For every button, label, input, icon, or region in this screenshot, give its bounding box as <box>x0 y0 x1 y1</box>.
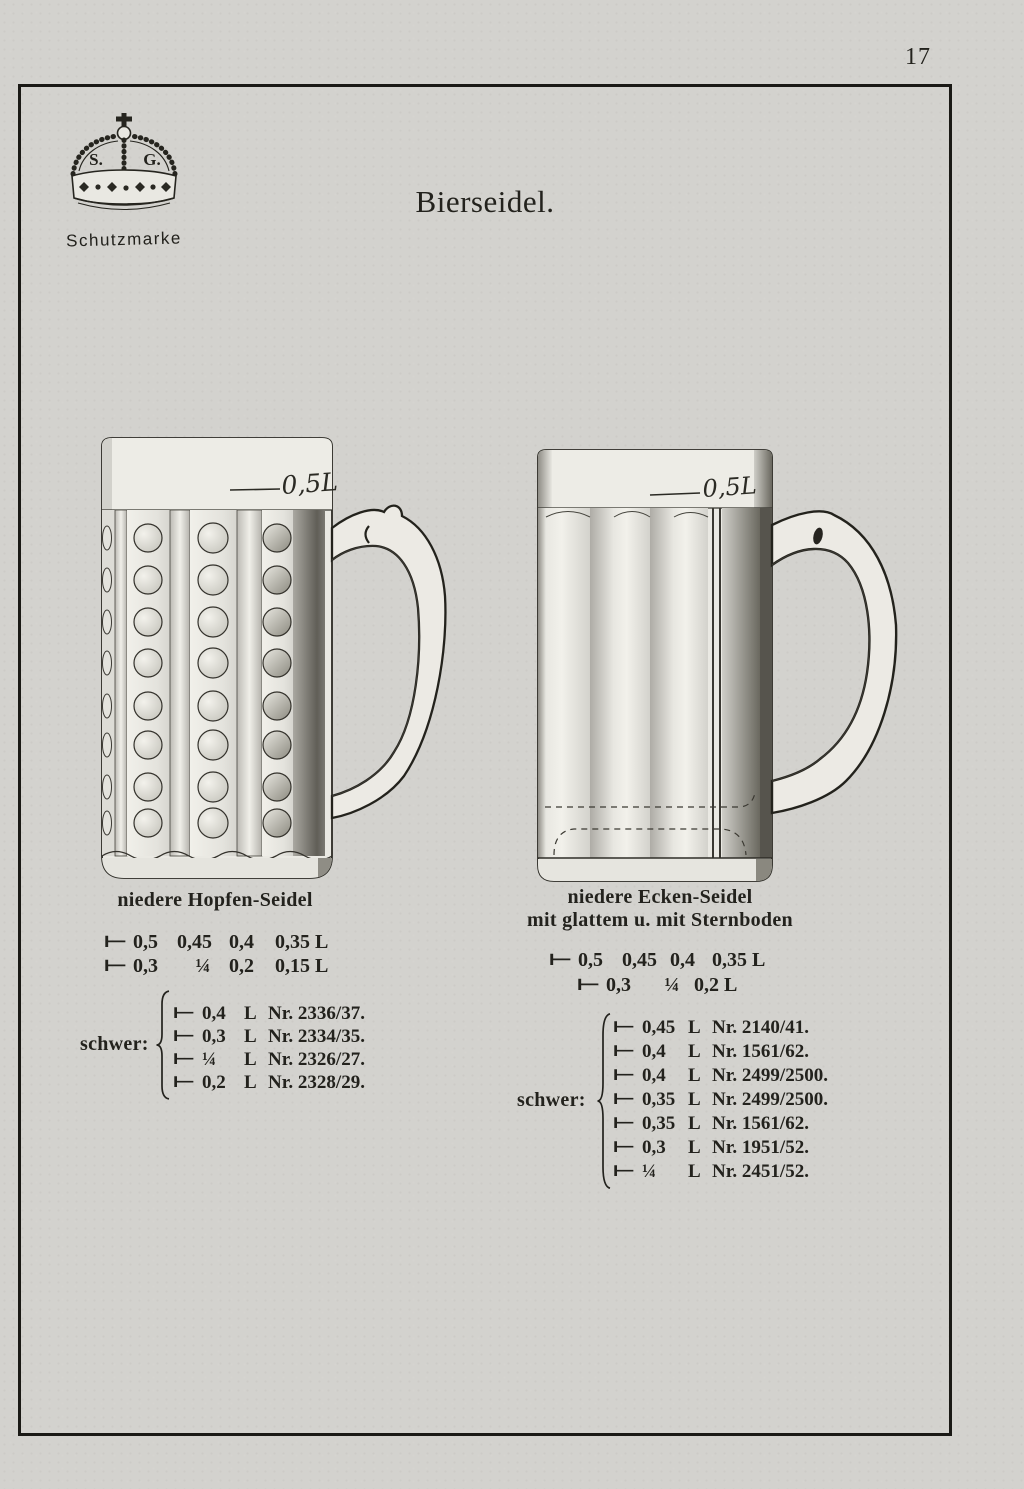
size-value: ¼ <box>195 955 211 977</box>
measure-mark-icon: ⊢ <box>172 1027 196 1046</box>
item-unit: L <box>688 1065 701 1086</box>
catalog-item <box>172 1025 365 1048</box>
item-unit: L <box>244 1003 257 1024</box>
right-schwer-label: schwer: <box>517 1089 586 1111</box>
size-value: ¼ <box>664 974 680 996</box>
item-size: 0,4 <box>642 1065 666 1086</box>
fill-mark-label: 0,5L <box>280 467 339 500</box>
hop-pattern <box>102 438 332 878</box>
catalog-item <box>612 1016 828 1040</box>
measure-mark-icon: ⊢ <box>612 1114 636 1133</box>
item-number: Nr. 2499/2500. <box>712 1089 828 1110</box>
measure-mark-icon: ⊢ <box>612 1138 636 1157</box>
size-value: 0,5 <box>133 931 158 953</box>
measure-mark-icon: ⊢ <box>548 949 573 970</box>
left-sizes-row-1 <box>103 929 328 954</box>
size-value: 0,4 <box>229 931 254 953</box>
left-sizes-row-2 <box>103 953 328 978</box>
logo-letter-left: S. <box>89 150 103 169</box>
measure-mark-icon: ⊢ <box>612 1090 636 1109</box>
size-value: 0,35 L <box>712 949 766 971</box>
size-value: 0,3 <box>133 955 158 977</box>
right-brace-icon <box>596 1012 613 1190</box>
measure-mark-icon: ⊢ <box>612 1066 636 1085</box>
facet-pattern <box>538 450 772 881</box>
logo-letter-right: G. <box>143 150 161 169</box>
size-value: 0,45 <box>622 949 657 971</box>
catalog-item <box>172 1048 365 1071</box>
item-unit: L <box>244 1049 257 1070</box>
measure-mark-icon: ⊢ <box>612 1042 636 1061</box>
size-value: 0,2 <box>229 955 254 977</box>
item-number: Nr. 2326/27. <box>268 1049 365 1070</box>
mug-handle <box>332 506 445 818</box>
item-number: Nr. 2499/2500. <box>712 1065 828 1086</box>
measure-mark-icon: ⊢ <box>103 931 128 952</box>
item-number: Nr. 2328/29. <box>268 1072 365 1093</box>
item-number: Nr. 1561/62. <box>712 1113 809 1134</box>
measure-mark-icon: ⊢ <box>103 955 128 976</box>
measure-mark-icon: ⊢ <box>172 1004 196 1023</box>
fill-line <box>230 489 280 490</box>
right-product-name <box>495 886 825 932</box>
catalog-item <box>612 1160 828 1184</box>
item-number: Nr. 1561/62. <box>712 1041 809 1062</box>
ecken-seidel-illustration <box>530 445 908 887</box>
size-value: 0,2 L <box>694 974 738 996</box>
size-value: 0,3 <box>606 974 631 996</box>
measure-mark-icon: ⊢ <box>172 1073 196 1092</box>
hopfen-seidel-illustration <box>92 432 452 884</box>
item-size: 0,35 <box>642 1089 676 1110</box>
left-schwer-label: schwer: <box>80 1033 149 1055</box>
left-brace-icon <box>155 990 172 1100</box>
item-size: ¼ <box>202 1049 217 1070</box>
item-size: ¼ <box>642 1161 657 1182</box>
catalog-item <box>612 1040 828 1064</box>
item-size: 0,4 <box>202 1003 226 1024</box>
measure-mark-icon: ⊢ <box>612 1162 636 1181</box>
size-value: 0,15 L <box>275 955 329 977</box>
item-unit: L <box>688 1113 701 1134</box>
measure-mark-icon: ⊢ <box>172 1050 196 1069</box>
item-unit: L <box>244 1026 257 1047</box>
catalog-item <box>612 1088 828 1112</box>
catalog-item <box>172 1002 365 1025</box>
item-unit: L <box>688 1137 701 1158</box>
item-unit: L <box>688 1017 701 1038</box>
logo-caption: Schutzmarke <box>65 228 183 251</box>
item-size: 0,2 <box>202 1072 226 1093</box>
item-number: Nr. 2451/52. <box>712 1161 809 1182</box>
item-size: 0,3 <box>202 1026 226 1047</box>
item-number: Nr. 1951/52. <box>712 1137 809 1158</box>
catalog-item <box>612 1136 828 1160</box>
left-product-name: niedere Hopfen-Seidel <box>117 889 313 911</box>
size-value: 0,45 <box>177 931 212 953</box>
item-size: 0,4 <box>642 1041 666 1062</box>
measure-mark-icon: ⊢ <box>576 974 601 995</box>
left-schwer-items <box>172 1002 365 1094</box>
page-title: Bierseidel. <box>415 184 555 219</box>
right-product-name-line1: niedere Ecken-Seidel <box>567 886 753 908</box>
item-unit: L <box>244 1072 257 1093</box>
item-size: 0,3 <box>642 1137 666 1158</box>
fill-mark-label: 0,5L <box>701 471 758 503</box>
item-number: Nr. 2334/35. <box>268 1026 365 1047</box>
size-value: 0,4 <box>670 949 695 971</box>
item-unit: L <box>688 1041 701 1062</box>
size-value: 0,5 <box>578 949 603 971</box>
catalog-item <box>172 1071 365 1094</box>
right-product-name-line2: mit glattem u. mit Sternboden <box>527 909 793 931</box>
right-schwer-items <box>612 1016 828 1184</box>
item-size: 0,35 <box>642 1113 676 1134</box>
item-unit: L <box>688 1161 701 1182</box>
page-number: 17 <box>905 44 931 70</box>
measure-mark-icon: ⊢ <box>612 1018 636 1037</box>
item-number: Nr. 2336/37. <box>268 1003 365 1024</box>
size-value: 0,35 L <box>275 931 329 953</box>
item-unit: L <box>688 1089 701 1110</box>
item-size: 0,45 <box>642 1017 676 1038</box>
mug-handle <box>772 511 896 813</box>
right-sizes-row-1 <box>548 947 765 972</box>
catalog-item <box>612 1064 828 1088</box>
item-number: Nr. 2140/41. <box>712 1017 809 1038</box>
right-sizes-row-2 <box>576 972 737 997</box>
catalog-item <box>612 1112 828 1136</box>
